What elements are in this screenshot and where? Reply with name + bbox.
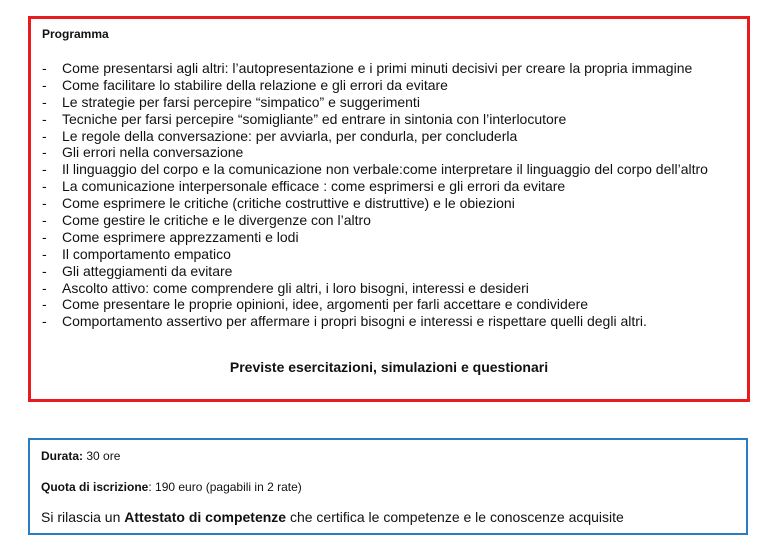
list-item — [42, 212, 708, 229]
programma-list — [42, 60, 708, 330]
list-item-text: Come presentare le proprie opinioni, idee, argomenti per farli accettare e condividere — [62, 296, 589, 313]
list-dash: - — [42, 76, 47, 93]
list-item-text: Comportamento assertivo per affermare i propri bisogni e interessi e rispettare quelli degli altri. — [62, 313, 647, 330]
attestato-suffix: che certifica le competenze e le conoscenze acquisite — [286, 509, 624, 525]
list-dash: - — [42, 313, 47, 330]
attestato-prefix: Si rilascia un — [41, 509, 125, 525]
list-item — [42, 296, 708, 313]
list-dash: - — [42, 245, 47, 262]
list-item — [42, 60, 708, 77]
quota-value: : 190 euro (pagabili in 2 rate) — [148, 480, 302, 494]
list-dash: - — [42, 161, 47, 178]
list-item — [42, 195, 708, 212]
list-item — [42, 178, 708, 195]
list-item-text: Come esprimere apprezzamenti e lodi — [62, 228, 299, 245]
list-dash: - — [42, 262, 47, 279]
list-item — [42, 229, 708, 246]
durata-line — [41, 449, 120, 463]
list-dash: - — [42, 296, 47, 313]
list-item — [42, 263, 708, 280]
list-item — [42, 161, 708, 178]
exercise-note: Previste esercitazioni, simulazioni e questionari — [229, 359, 549, 375]
list-dash: - — [42, 93, 47, 110]
attestato-name: Attestato di competenze — [124, 509, 287, 525]
list-item-text: Come esprimere le critiche (critiche costruttive e distruttive) e le obiezioni — [62, 195, 515, 212]
attestato-line — [41, 509, 624, 525]
list-dash: - — [42, 228, 47, 245]
list-item — [42, 128, 708, 145]
list-item — [42, 144, 708, 161]
list-dash: - — [42, 279, 47, 296]
list-item-text: Le regole della conversazione: per avviarla, per condurla, per concluderla — [62, 127, 518, 144]
list-item — [42, 280, 708, 297]
list-dash: - — [42, 144, 47, 161]
list-item-text: La comunicazione interpersonale efficace : come esprimersi e gli errori da evitare — [62, 178, 566, 195]
list-item — [42, 111, 708, 128]
programma-box — [28, 16, 750, 402]
list-item-text: Come facilitare lo stabilire della relazione e gli errori da evitare — [62, 76, 448, 93]
list-item — [42, 313, 708, 330]
list-item-text: Come gestire le critiche e le divergenze con l’altro — [62, 212, 371, 229]
list-dash: - — [42, 195, 47, 212]
list-item-text: Come presentarsi agli altri: l’autopresentazione e i primi minuti decisivi per creare la propria immagine — [62, 60, 693, 76]
programma-title: Programma — [42, 27, 109, 41]
quota-label: Quota di iscrizione — [41, 480, 149, 494]
list-item-text: Il comportamento empatico — [62, 245, 231, 262]
list-dash: - — [42, 60, 47, 76]
list-item-text: Gli atteggiamenti da evitare — [62, 262, 233, 279]
list-item-text: Gli errori nella conversazione — [62, 144, 244, 161]
list-item-text: Ascolto attivo: come comprendere gli altri, i loro bisogni, interessi e desideri — [62, 279, 529, 296]
info-box — [28, 438, 748, 535]
list-dash: - — [42, 110, 47, 127]
durata-value: 30 ore — [83, 449, 121, 463]
list-item-text: Il linguaggio del corpo e la comunicazione non verbale:come interpretare il linguaggio del corpo dell’altro — [62, 161, 708, 178]
list-dash: - — [42, 212, 47, 229]
durata-label: Durata: — [41, 449, 84, 463]
list-dash: - — [42, 178, 47, 195]
list-item — [42, 94, 708, 111]
list-item-text: Le strategie per farsi percepire “simpatico” e suggerimenti — [62, 93, 420, 110]
list-dash: - — [42, 127, 47, 144]
list-item — [42, 77, 708, 94]
list-item-text: Tecniche per farsi percepire “somigliante” ed entrare in sintonia con l’interlocutore — [62, 110, 567, 127]
quota-line — [41, 480, 302, 494]
list-item — [42, 246, 708, 263]
